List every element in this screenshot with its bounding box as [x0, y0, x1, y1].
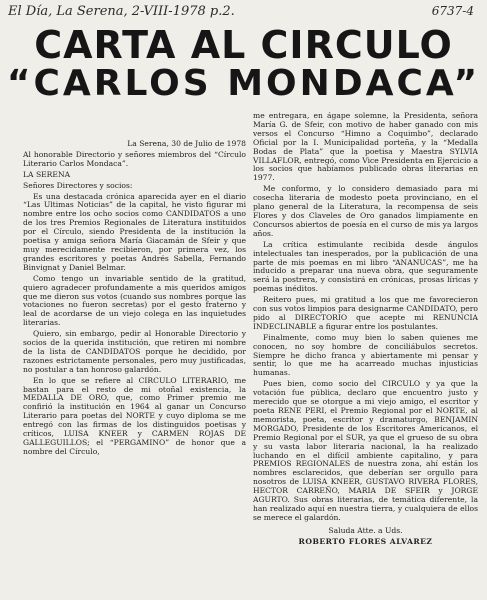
letter-paragraph: Me conformo, y lo considero demasiado para mi cosecha literaria de modesto poeta provinciano, en el plano general de la Literatura, la recompensa de seis Flores y dos Claveles de Oro ganados limpiamente en Concursos abiertos de poesía en el curso de mis ya largos años.	[253, 184, 478, 238]
letter-paragraph: Como tengo un invariable sentido de la gratitud, quiero agradecer profundamente a mis queridos amigos que me dieron sus votos (cuando sus nombres porque las votaciones no fueron secretas) por el gesto fraterno y leal de acordarse de un viejo colega en las inquietudes literarias.	[23, 273, 246, 328]
letter-city: LA SERENA	[23, 169, 71, 179]
letter-paragraph: Pues bien, como socio del CIRCULO y ya que la votación fue pública, declaro que encuentro justo y merecido que se otorgue a mi viejo amigo, el escritor y poeta RENE PERI, el Premio Regional por el NORTE, al memorista, poeta, escritor y dramaturgo, BENJAMIN MORGADO, Presidente de los Escritores Americanos, el Premio Regional por el SUR, ya que el grueso de su obra y su vasta labor literaria nacional, la ha realizado luchando en el difícil ambiente capitalino, y para PREMIOS REGIONALES de nuestra zona, ahí están los nombres esclarecidos, que deberían ser orgullo para nosotros de LUISA KNEER, GUSTAVO RIVERA FLORES, HECTOR CARREÑO, MARIA DE SFEIR y JORGE AGURTO. Sus obras literarias, de temática diferente, la han realizado aquí en nuestra tierra, y cualquiera de ellos se merece el galardón.	[253, 379, 478, 522]
handwritten-archive-code: 6737-4	[431, 4, 474, 18]
headline-line-2: “CARLOS MONDACA”	[6, 64, 481, 104]
handwritten-annotation	[8, 4, 478, 22]
letter-paragraph: Es una destacada crónica aparecida ayer en el diario “Las Ultimas Noticias” de la capital, he visto figurar mi nombre entre los ocho socios como CANDIDATOS a uno de los tres Premios Regionales de Literatura instituidos por el Círculo, siendo Presidenta de la institución la poetisa y amiga señora María Giacamán de Sfeir y que muy merecidamente recibieron, por primera vez, los grandes escritores y poetas Andrés Sabella, Fernando Binvignat y Daniel Belmar.	[23, 191, 246, 272]
letter-closing: Saluda Atte. a Uds.	[328, 525, 403, 535]
letter-paragraph: Quiero, sin embargo, pedir al Honorable Directorio y socios de la querida institución, que retiren mi nombre de la lista de CANDIDATOS porque he decidido, por razones estrictamente personales, pero muy justificadas, no postular a tan honroso galardón.	[23, 329, 246, 374]
letter-paragraph: Reitero pues, mi gratitud a los que me favorecieron con sus votos limpios para designarme CANDIDATO, pero pido al DIRECTORIO que acepte mi RENUNCIA INDECLINABLE a figurar entre los postulantes.	[253, 295, 478, 331]
letter-signature: ROBERTO FLORES ALVAREZ	[298, 536, 433, 546]
article-column-right	[253, 112, 478, 598]
article-column-left	[23, 140, 246, 598]
handwritten-source-note: El Día, La Serena, 2-VIII-1978 p.2.	[8, 4, 235, 19]
letter-address: Al honorable Directorio y señores miembros del “Círculo Literario Carlos Mondaca”.	[23, 149, 246, 168]
letter-paragraph: La crítica estimulante recibida desde ángulos intelectuales tan inesperados, por la publicación de una parte de mis poemas en mi libro “ANANUCAS”, me ha inducido a preparar una nueva obra, que seguramente será la postrera, y consistirá en crónicas, prosas líricas y poemas inéditos.	[253, 239, 478, 294]
letter-paragraph: Finalmente, como muy bien lo saben quienes me conocen, no soy hombre de conciliábulos secretos. Siempre he dicho franca y abiertamente mi pensar y sentir, lo que me ha acarreado muchas injusticias humanas.	[253, 332, 478, 378]
letter-paragraph: me entregara, en ágape solemne, la Presidenta, señora María G. de Sfeir, con motivo de haber ganado con mis versos el Concurso “Himno a Coquimbo”, declarado Oficial por la I. Municipalidad porteña, y la “Medalla Bodas de Plata” que la poetisa y Maestra SYLVIA VILLAFLOR, entregó, como Vice Presidenta en Ejercicio a los socios que habíamos publicado obras literarias en 1977.	[253, 112, 478, 183]
letter-salutation: Señores Directores y socios:	[23, 180, 133, 190]
letter-dateline: La Serena, 30 de Julio de 1978	[127, 140, 246, 148]
headline-line-1: CARTA AL CIRCULO	[34, 24, 453, 66]
letter-paragraph: En lo que se refiere al CIRCULO LITERARIO, me bastan para el resto de mi otoñal existencia, la MEDALLA DE ORO, que, como Primer premio me confirió la institución en 1964 al ganar un Concurso Literario para poetas del NORTE y cuyo diploma se me entregó con las firmas de los distinguidos poetisas y críticos, LUISA KNEER y CARMEN ROJAS DE GALLEGUILLOS; el “PERGAMINO” de honor que a nombre del Círculo,	[23, 375, 246, 456]
